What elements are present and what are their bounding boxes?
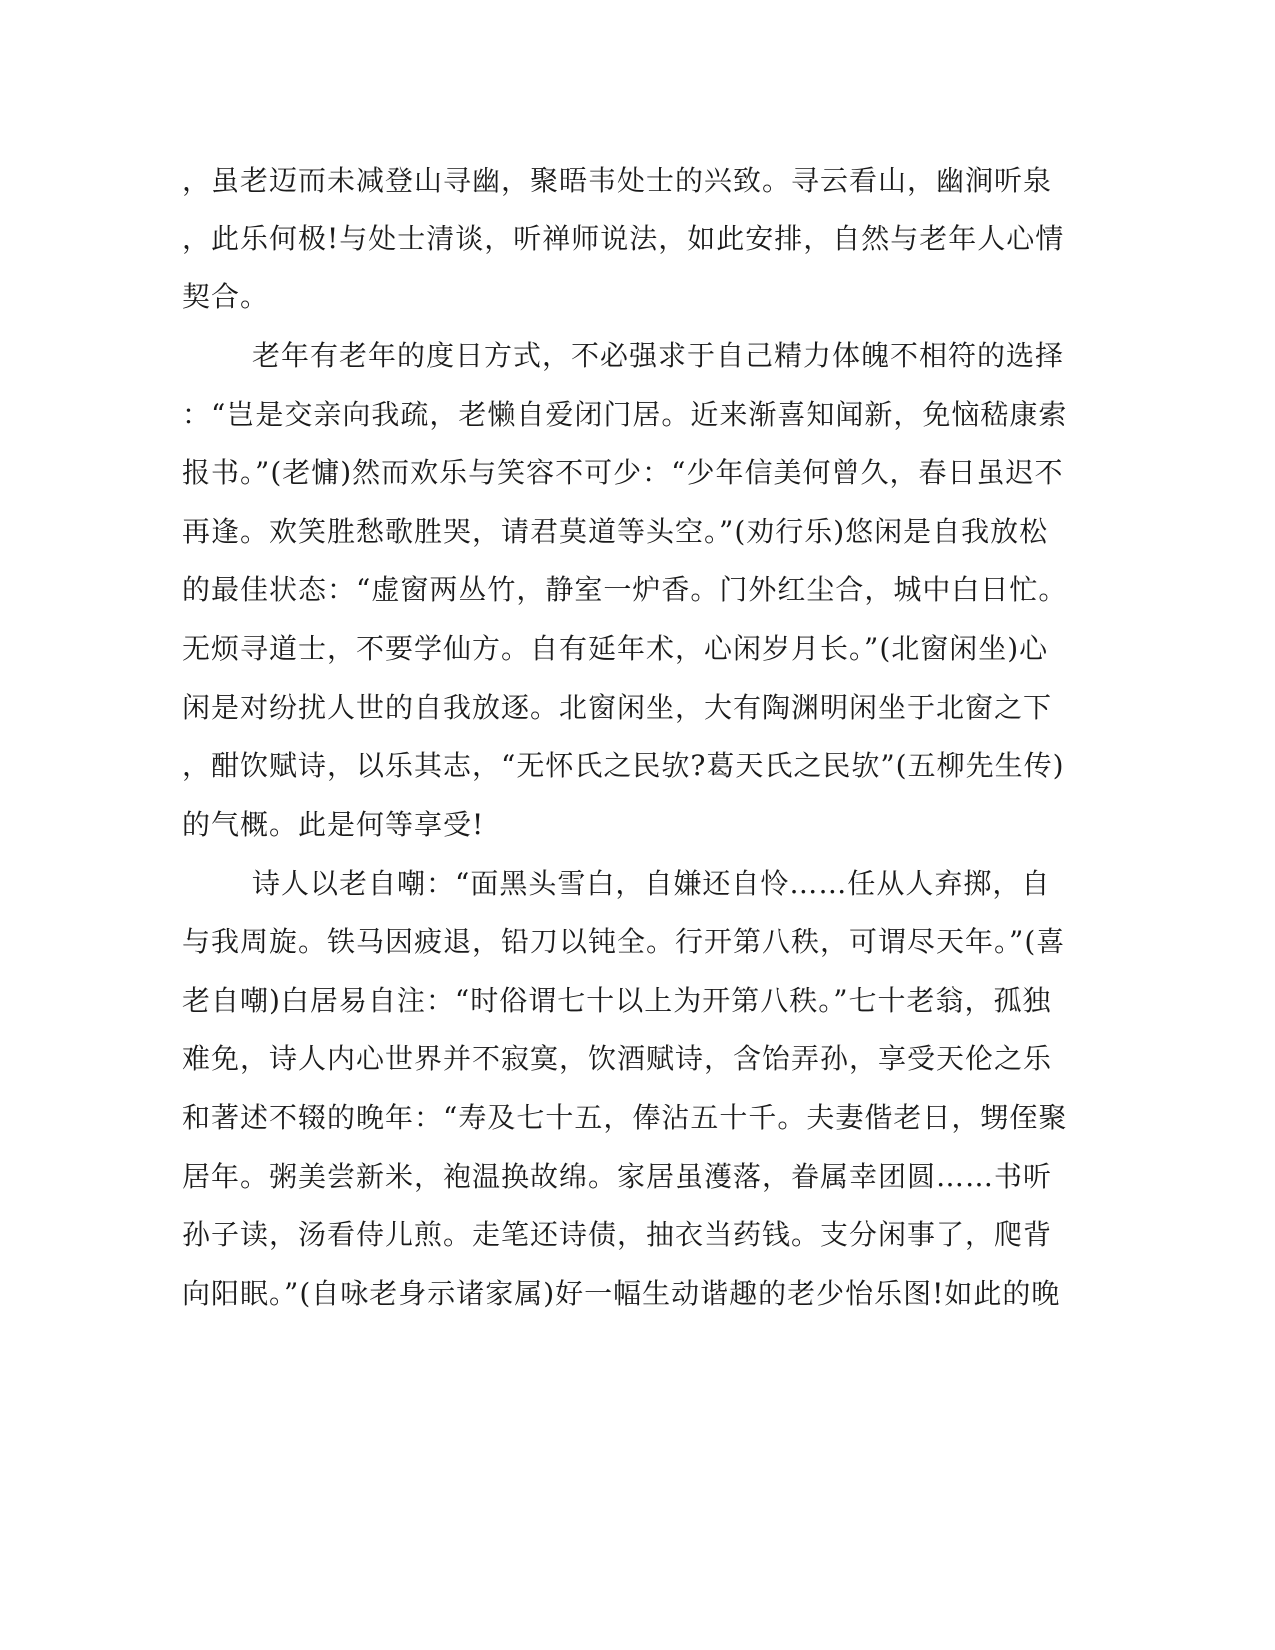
text-line: 老自嘲)白居易自注：“时俗谓七十以上为开第八秩。”七十老翁，孤独 — [182, 984, 1052, 1017]
paragraph-first-line: 诗人以老自嘲：“面黑头雪白，自嫌还自怜……任从人弃掷，自 — [252, 867, 1051, 900]
text-line: 居年。粥美尝新米，袍温换故绵。家居虽濩落，眷属幸团圆……书听 — [182, 1160, 1053, 1193]
text-line: 与我周旋。铁马因疲退，铅刀以钝全。行开第八秩，可谓尽天年。”(喜 — [182, 925, 1066, 958]
text-line: 再逢。欢笑胜愁歌胜哭，请君莫道等头空。”(劝行乐)悠闲是自我放松 — [182, 515, 1049, 548]
text-line: 的最佳状态：“虚窗两丛竹，静室一炉香。门外红尘合，城中白日忙。 — [182, 573, 1068, 606]
text-line: 向阳眠。”(自咏老身示诸家属)好一幅生动谐趣的老少怡乐图!如此的晚 — [182, 1277, 1061, 1310]
text-line: 孙子读，汤看侍儿煎。走笔还诗债，抽衣当药钱。支分闲事了，爬背 — [182, 1218, 1053, 1251]
text-line: 契合。 — [182, 280, 270, 313]
text-line: 无烦寻道士，不要学仙方。自有延年术，心闲岁月长。”(北窗闲坐)心 — [182, 632, 1049, 665]
text-line: ，酣饮赋诗，以乐其志，“无怀氏之民欤?葛天氏之民欤”(五柳先生传) — [182, 749, 1065, 782]
text-line: ，虽老迈而未减登山寻幽，聚晤韦处士的兴致。寻云看山，幽涧听泉 — [182, 164, 1053, 197]
text-line: ：“岂是交亲向我疏，老懒自爱闭门居。近来渐喜知闻新，免恼嵇康索 — [182, 398, 1068, 431]
text-line: 难免，诗人内心世界并不寂寞，饮酒赋诗，含饴弄孙，享受天伦之乐 — [182, 1042, 1053, 1075]
text-line: 报书。”(老慵)然而欢乐与笑容不可少：“少年信美何曾久，春日虽迟不 — [182, 456, 1064, 489]
text-line: ，此乐何极!与处士清谈，听禅师说法，如此安排，自然与老年人心情 — [182, 222, 1065, 255]
paragraph-first-line: 老年有老年的度日方式，不必强求于自己精力体魄不相符的选择 — [252, 339, 1065, 372]
text-line: 闲是对纷扰人世的自我放逐。北窗闲坐，大有陶渊明闲坐于北窗之下 — [182, 691, 1053, 724]
text-line: 和著述不辍的晚年：“寿及七十五，俸沾五十千。夫妻偕老日，甥侄聚 — [182, 1101, 1068, 1134]
text-line: 的气概。此是何等享受! — [182, 808, 485, 841]
